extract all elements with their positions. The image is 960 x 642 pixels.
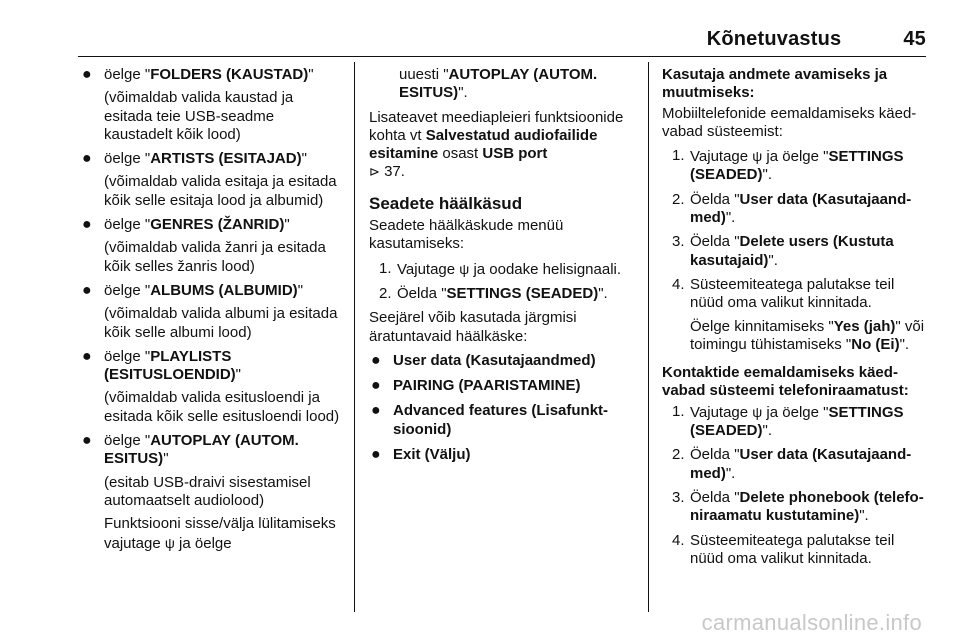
item-description: (võimaldab valida esitusloendi ja esitada kõik selle esitusloendi lood) (104, 389, 340, 425)
intro-text: Seadete häälkäskude menüü kasutamiseks: (369, 217, 564, 253)
bullet-dot: ● (371, 402, 381, 420)
list-item: ● User data (Kasutajaandmed) (371, 351, 596, 369)
voice-command-icon: ψ (752, 403, 763, 420)
step-item: 4. Süsteemiteatega palutakse teil nüüd oma valikut kinnitada. Öelge kinnitamiseks "Yes (jah)" või toimingu tühistamiseks "No (Ei)". (672, 275, 925, 353)
bullet-dot: ● (371, 446, 381, 464)
continued-text: uuesti "AUTOPLAY (AUTOM. ESITUS)". (399, 66, 598, 102)
settings-steps (369, 260, 637, 304)
page-title: Kõnetuvastus (706, 28, 842, 50)
item-description: (võimaldab valida žanri ja esitada kõik selles žanris lood) (104, 239, 326, 275)
step-item: 1. Vajutage ψ ja oodake helisignaali. (379, 259, 622, 278)
step-item: 2. Öelda "User data (Kasutajaand-med)". (672, 190, 912, 227)
step-item: 1. Vajutage ψ ja öelge "SETTINGS (SEADED)". (672, 402, 904, 440)
bullet-dot: ● (82, 347, 92, 365)
media-command-list (80, 66, 342, 553)
page-number: 45 (903, 28, 926, 50)
item-description: (võimaldab valida kaustad ja esitada teie USB-seadme kaustadelt kõik lood) (104, 89, 294, 143)
list-item: ● Advanced features (Lisafunkt-sioonid) (371, 402, 609, 438)
then-text: Seejärel võib kasutada järgmisi äratuntavaid häälkäske: (369, 309, 577, 345)
delete-users-steps (662, 147, 927, 354)
subsection-heading: Kontaktide eemaldamiseks käed-vabad süsteemi telefoniraamatust: (662, 364, 909, 400)
item-description-2: Funktsiooni sisse/välja lülitamiseks vajutage ψ ja öelge (104, 515, 336, 552)
step-item: 3. Öelda "Delete users (Kustuta kasutajaid)". (672, 233, 894, 269)
bullet-dot: ● (82, 150, 92, 168)
subsection-heading: Kasutaja andmete avamiseks ja muutmiseks: (662, 66, 888, 102)
bullet-dot: ● (82, 66, 92, 83)
item-description: (võimaldab valida albumi ja esitada kõik selle albumi lood) (104, 305, 338, 341)
bullet-dot: ● (371, 377, 381, 395)
list-item: ● öelge "FOLDERS (KAUSTAD)" (võimaldab valida kaustad ja esitada teie USB-seadme kaustadelt kõik lood) (80, 66, 342, 144)
step-item: 3. Öelda "Delete phonebook (telefo-niraamatu kustutamine)". (672, 488, 924, 525)
page-header (707, 28, 926, 51)
list-item: ● öelge "GENRES (ŽANRID)" (võimaldab valida žanri ja esitada kõik selles žanris lood) (80, 216, 342, 276)
intro-text: Mobiiltelefonide eemaldamiseks käed-vabad süsteemist: (662, 104, 917, 140)
list-item: ● Exit (Välju) (371, 446, 471, 464)
section-title: Seadete häälkäsud (369, 193, 523, 213)
bullet-dot: ● (82, 281, 92, 299)
step-item: 1. Vajutage ψ ja öelge "SETTINGS (SEADED)". (672, 147, 904, 184)
bullet-dot: ● (371, 351, 381, 369)
column-2 (369, 66, 637, 471)
step-item: 2. Öelda "SETTINGS (SEADED)". (379, 284, 608, 302)
item-description: (esitab USB-draivi sisestamisel automaatselt audiolood) (104, 473, 311, 509)
header-rule (78, 56, 926, 57)
column-1 (80, 66, 342, 559)
delete-phonebook-steps (662, 403, 927, 568)
column-divider-2 (648, 62, 649, 612)
list-item: ● öelge "PLAYLISTS (ESITUSLOENDID)" (võimaldab valida esitusloendi ja esitada kõik selle esitusloendi lood) (80, 348, 342, 426)
bullet-dot: ● (82, 432, 92, 450)
item-description: (võimaldab valida esitaja ja esitada kõik selle esitaja lood ja albumid) (104, 173, 337, 209)
voice-command-icon: ψ (459, 260, 470, 277)
info-paragraph: Lisateavet meediapleieri funktsioonide kohta vt Salvestatud audiofailide esitamine osast USB port ⊳ 37. (369, 108, 624, 181)
voice-command-icon: ψ (164, 534, 175, 551)
voice-command-icon: ψ (752, 148, 763, 165)
bullet-dot: ● (82, 216, 92, 234)
watermark: carmanualsonline.info (701, 610, 922, 635)
step-item: 4. Süsteemiteatega palutakse teil nüüd oma valikut kinnitada. (672, 531, 895, 567)
list-item: ● öelge "ARTISTS (ESITAJAD)" (võimaldab valida esitaja ja esitada kõik selle esitaja lood ja albumid) (80, 150, 342, 210)
list-item: ● öelge "AUTOPLAY (AUTOM. ESITUS)" (esitab USB-draivi sisestamisel automaatselt audiolood) Funktsiooni sisse/välja lülitamiseks vajutage ψ ja öelge (80, 432, 342, 553)
step-item: 2. Öelda "User data (Kasutajaand-med)". (672, 446, 912, 482)
column-3 (662, 66, 927, 574)
column-divider-1 (354, 62, 355, 612)
list-item: ● öelge "ALBUMS (ALBUMID)" (võimaldab valida albumi ja esitada kõik selle albumi lood) (80, 282, 342, 342)
page-reference-arrow-icon: ⊳ (369, 164, 380, 180)
list-item: ● PAIRING (PAARISTAMINE) (371, 377, 581, 395)
voice-command-list (369, 352, 637, 464)
